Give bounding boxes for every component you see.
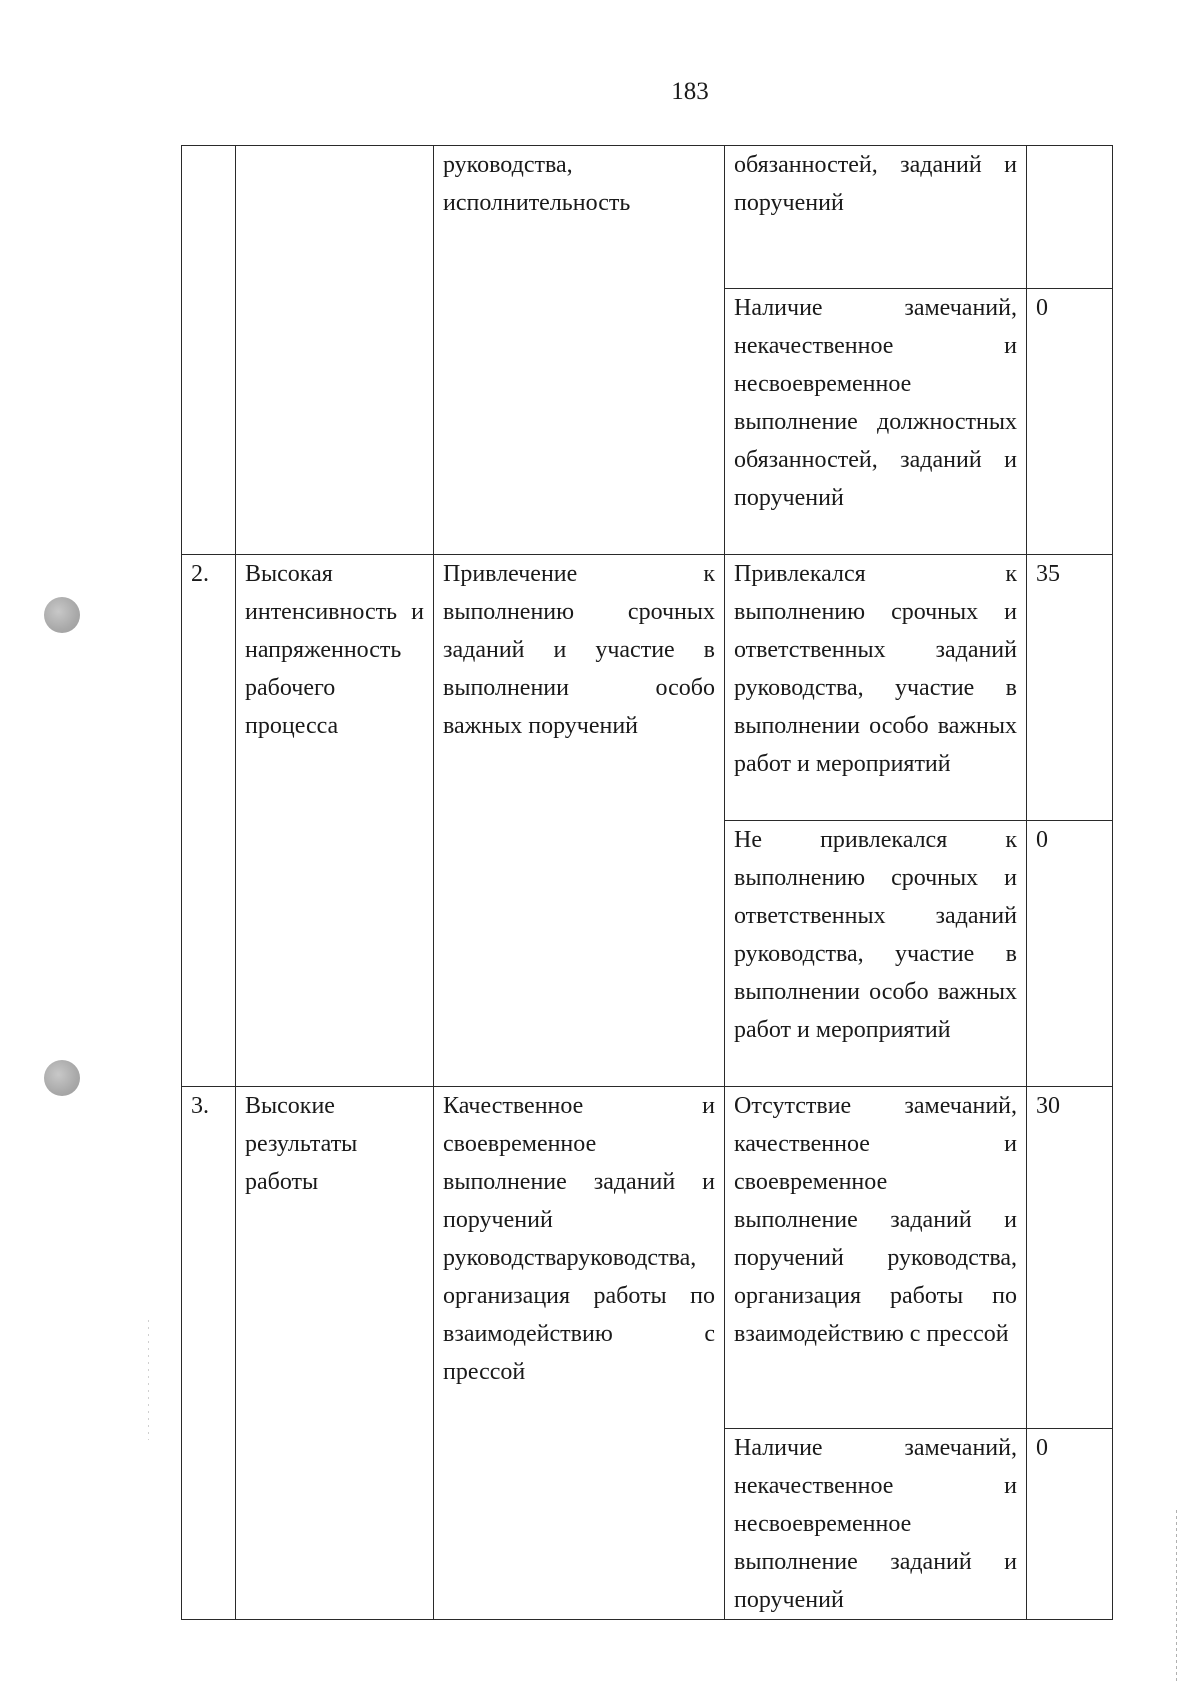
criterion-cell xyxy=(725,146,1027,289)
table-row xyxy=(182,1087,1113,1429)
row-number-cell: 2. xyxy=(182,555,236,1087)
score-cell: 30 xyxy=(1027,1087,1113,1429)
punch-hole-top xyxy=(44,597,80,633)
condition-cell xyxy=(434,146,725,555)
criterion-cell xyxy=(725,821,1027,1087)
criterion-text: Отсутствие замечаний, качественное и своевременное выполнение заданий и поручений руководства, организация работы по взаимодействию с прессой xyxy=(734,1093,1017,1347)
indicator-name-text: Высокая интенсивность и напряженность рабочего процесса xyxy=(245,561,424,739)
indicator-name-cell xyxy=(236,555,434,1087)
criterion-cell xyxy=(725,555,1027,821)
scan-artifact-line-left xyxy=(148,1320,149,1440)
criterion-text: Наличие замечаний, некачественное и несвоевременное выполнение заданий и поручений xyxy=(734,1435,1017,1613)
condition-cell xyxy=(434,1087,725,1620)
condition-text: Привлечение к выполнению срочных заданий и участие в выполнении особо важных поручений xyxy=(443,561,715,739)
criteria-table xyxy=(181,145,1113,1620)
indicator-name-cell xyxy=(236,146,434,555)
row-number-cell xyxy=(182,146,236,555)
row-number-cell: 3. xyxy=(182,1087,236,1620)
score-cell: 0 xyxy=(1027,289,1113,555)
criterion-text: обязанностей, заданий и поручений xyxy=(734,152,1017,216)
criterion-cell xyxy=(725,1429,1027,1620)
table-row xyxy=(182,555,1113,821)
criterion-cell xyxy=(725,1087,1027,1429)
condition-text: Качественное и своевременное выполнение заданий и поручений руководстваруководства, организация работы по взаимодействию с прессой xyxy=(443,1093,715,1385)
score-cell: 0 xyxy=(1027,1429,1113,1620)
indicator-name-cell: Высокие результаты работы xyxy=(236,1087,434,1620)
condition-cell xyxy=(434,555,725,1087)
score-cell xyxy=(1027,146,1113,289)
score-cell: 0 xyxy=(1027,821,1113,1087)
condition-text: руководства, исполнительность xyxy=(443,152,631,216)
table-row xyxy=(182,146,1113,289)
criterion-text: Не привлекался к выполнению срочных и ответственных заданий руководства, участие в выполнении особо важных работ и мероприятий xyxy=(734,827,1017,1043)
criterion-text: Привлекался к выполнению срочных и ответственных заданий руководства, участие в выполнении особо важных работ и мероприятий xyxy=(734,561,1017,777)
score-cell: 35 xyxy=(1027,555,1113,821)
criterion-text: Наличие замечаний, некачественное и несвоевременное выполнение должностных обязанностей, заданий и поручений xyxy=(734,295,1017,511)
punch-hole-bottom xyxy=(44,1060,80,1096)
scan-artifact-line xyxy=(1176,1510,1177,1682)
page-number: 183 xyxy=(671,78,709,105)
criterion-cell xyxy=(725,289,1027,555)
